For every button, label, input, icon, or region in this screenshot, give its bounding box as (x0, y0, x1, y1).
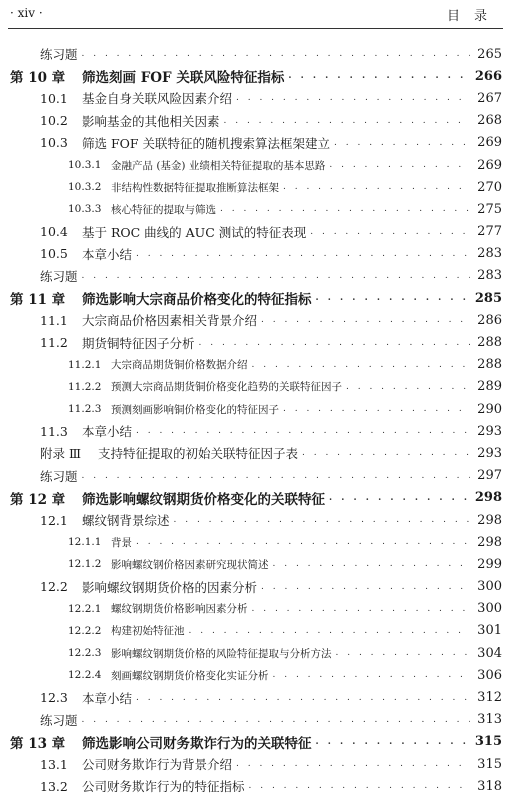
dot-leader (283, 182, 470, 192)
toc-entry-page: 300 (477, 579, 502, 595)
page-number-label: · xiv · (10, 6, 43, 20)
dot-leader (283, 404, 470, 414)
dot-leader (136, 537, 470, 547)
toc-entry-page: 285 (474, 290, 502, 306)
toc-entry-title: 筛选 FOF 关联特征的随机搜索算法框架建立 (82, 135, 331, 151)
page-header (0, 0, 511, 30)
toc-entry-number: 10.4 (40, 224, 68, 240)
toc-entry-page: 297 (477, 468, 502, 484)
toc-entry-title: 练习题 (40, 47, 78, 63)
toc-entry-number: 11.2 (40, 335, 68, 351)
dot-leader (189, 626, 471, 636)
toc-entry-page: 277 (477, 224, 502, 240)
toc-entry-number: 10.3.1 (68, 159, 102, 172)
dot-leader (82, 271, 470, 281)
dot-leader (252, 604, 471, 614)
dot-leader (346, 382, 470, 392)
dot-leader (136, 249, 470, 259)
toc-entry-chapter[interactable] (0, 487, 511, 509)
toc-entry-title: 大宗商品期货铜价格数据介绍 (111, 359, 248, 372)
toc-entry-title: 预测大宗商品期货铜价格变化趋势的关联特征因子 (111, 381, 342, 394)
toc-entry-subsection[interactable] (0, 553, 511, 575)
toc-entry-title: 核心特征的提取与筛选 (111, 203, 216, 216)
toc-entry-title: 本章小结 (82, 424, 133, 440)
toc-entry-number: 第 12 章 (10, 491, 66, 508)
toc-entry-title: 公司财务欺诈行为的特征指标 (82, 779, 245, 795)
toc-entry-title: 筛选刻画 FOF 关联风险特征指标 (82, 70, 285, 87)
dot-leader (336, 648, 471, 658)
toc-entry-number: 10.5 (40, 246, 68, 262)
toc-entry-subsection[interactable] (0, 620, 511, 642)
toc-entry-page: 306 (477, 667, 502, 683)
toc-entry-page: 283 (477, 268, 502, 284)
toc-entry-title: 练习题 (40, 712, 78, 728)
toc-entry-number: 11.2.2 (68, 380, 102, 393)
toc-entry-subsection[interactable] (0, 154, 511, 176)
toc-entry-number: 12.3 (40, 690, 68, 706)
dot-leader (224, 116, 470, 126)
toc-entry-title: 筛选影响大宗商品价格变化的特征指标 (82, 292, 312, 309)
dot-leader (273, 559, 471, 569)
toc-entry-page: 267 (477, 90, 502, 106)
dot-leader (249, 781, 470, 791)
toc-entry-number: 11.1 (40, 312, 68, 328)
toc-entry-subsection[interactable] (0, 531, 511, 553)
toc-entry-title: 本章小结 (82, 246, 133, 262)
toc-entry-number: 10.2 (40, 113, 68, 129)
toc-entry-number: 12.2.3 (68, 647, 102, 660)
dot-leader (236, 759, 470, 769)
toc-entry-page: 318 (477, 778, 502, 794)
toc-entry-exercises[interactable] (0, 43, 511, 65)
toc-entry-title: 影响螺纹钢价格因素研究现状简述 (111, 558, 269, 571)
dot-leader (236, 93, 470, 103)
dot-leader (329, 493, 470, 503)
toc-entry-section[interactable] (0, 110, 511, 132)
toc-entry-number: 11.3 (40, 423, 68, 439)
dot-leader (261, 582, 470, 592)
toc-entry-number: 12.1.1 (68, 536, 102, 549)
toc-entry-number: 11.2.3 (68, 403, 102, 416)
toc-entry-page: 290 (477, 401, 502, 417)
toc-entry-number: 12.1 (40, 512, 68, 528)
dot-leader (310, 227, 470, 237)
toc-entry-chapter[interactable] (0, 287, 511, 309)
table-of-contents (0, 43, 511, 797)
toc-entry-page: 298 (477, 534, 502, 550)
toc-entry-page: 288 (477, 357, 502, 373)
toc-entry-title: 筛选影响螺纹钢期货价格变化的关联特征 (82, 491, 325, 508)
toc-entry-page: 288 (477, 335, 502, 351)
toc-entry-section[interactable] (0, 509, 511, 531)
toc-entry-page: 301 (477, 623, 502, 639)
toc-entry-exercises[interactable] (0, 465, 511, 487)
toc-entry-page: 265 (477, 46, 502, 62)
toc-entry-appendix[interactable] (0, 442, 511, 464)
toc-entry-page: 269 (477, 135, 502, 151)
toc-entry-title: 影响基金的其他相关因素 (82, 113, 220, 129)
toc-entry-page: 270 (477, 179, 502, 195)
toc-entry-page: 298 (474, 490, 502, 506)
toc-entry-title: 支持特征提取的初始关联特征因子表 (98, 446, 299, 462)
toc-entry-title: 公司财务欺诈行为背景介绍 (82, 757, 233, 773)
toc-entry-section[interactable] (0, 775, 511, 797)
toc-entry-section[interactable] (0, 753, 511, 775)
toc-entry-number: 第 10 章 (10, 70, 66, 87)
toc-entry-page: 283 (477, 246, 502, 262)
toc-entry-title: 构建初始特征池 (111, 625, 185, 638)
dot-leader (302, 448, 470, 458)
dot-leader (252, 360, 471, 370)
toc-entry-number: 12.1.2 (68, 558, 102, 571)
toc-entry-title: 基金自身关联风险因素介绍 (82, 91, 233, 107)
dot-leader (220, 204, 470, 214)
toc-entry-page: 315 (474, 734, 502, 750)
toc-entry-title: 练习题 (40, 468, 78, 484)
dot-leader (136, 693, 470, 703)
toc-entry-title: 非结构性数据特征提取推断算法框架 (111, 181, 279, 194)
toc-entry-subsection[interactable] (0, 198, 511, 220)
toc-entry-page: 275 (477, 201, 502, 217)
toc-entry-page: 315 (477, 756, 502, 772)
toc-entry-number: 12.2.1 (68, 602, 102, 615)
dot-leader (82, 49, 470, 59)
toc-entry-section[interactable] (0, 132, 511, 154)
toc-entry-number: 10.1 (40, 90, 68, 106)
toc-entry-page: 312 (477, 690, 502, 706)
dot-leader (334, 138, 470, 148)
toc-entry-subsection[interactable] (0, 176, 511, 198)
toc-entry-section[interactable] (0, 576, 511, 598)
toc-entry-number: 13.2 (40, 778, 68, 794)
toc-entry-number: 12.2 (40, 579, 68, 595)
toc-entry-exercises[interactable] (0, 265, 511, 287)
toc-entry-title: 螺纹钢背景综述 (82, 513, 170, 529)
dot-leader (174, 515, 470, 525)
toc-entry-title: 预测刻画影响铜价格变化的特征因子 (111, 403, 279, 416)
toc-entry-number: 10.3.3 (68, 203, 102, 216)
dot-leader (82, 715, 470, 725)
toc-entry-title: 基于 ROC 曲线的 AUC 测试的特征表现 (82, 224, 307, 240)
toc-entry-subsection[interactable] (0, 598, 511, 620)
toc-entry-page: 268 (477, 113, 502, 129)
toc-entry-section[interactable] (0, 686, 511, 708)
toc-entry-number: 第 13 章 (10, 735, 66, 752)
dot-leader (82, 471, 470, 481)
toc-entry-section[interactable] (0, 309, 511, 331)
toc-entry-number: 13.1 (40, 756, 68, 772)
dot-leader (288, 71, 470, 81)
toc-entry-number: 11.2.1 (68, 358, 102, 371)
toc-entry-page: 313 (477, 712, 502, 728)
dot-leader (316, 293, 471, 303)
dot-leader (316, 737, 471, 747)
dot-leader (273, 670, 471, 680)
toc-entry-number: 10.3.2 (68, 181, 102, 194)
dot-leader (261, 315, 470, 325)
toc-entry-title: 影响螺纹钢期货价格的因素分析 (82, 579, 258, 595)
toc-entry-subsection[interactable] (0, 664, 511, 686)
toc-entry-number: 12.2.4 (68, 669, 102, 682)
toc-entry-page: 298 (477, 512, 502, 528)
toc-entry-title: 筛选影响公司财务欺诈行为的关联特征 (82, 735, 312, 752)
toc-entry-title: 本章小结 (82, 690, 133, 706)
toc-entry-number: 附录 Ⅲ (40, 446, 82, 462)
toc-entry-chapter[interactable] (0, 65, 511, 87)
toc-entry-title: 练习题 (40, 268, 78, 284)
toc-entry-page: 300 (477, 601, 502, 617)
toc-entry-page: 293 (477, 445, 502, 461)
toc-entry-subsection[interactable] (0, 642, 511, 664)
toc-entry-page: 304 (477, 645, 502, 661)
toc-entry-subsection[interactable] (0, 398, 511, 420)
toc-entry-exercises[interactable] (0, 709, 511, 731)
toc-entry-title: 期货铜特征因子分析 (82, 335, 195, 351)
toc-entry-title: 螺纹钢期货价格影响因素分析 (111, 603, 248, 616)
dot-leader (199, 338, 470, 348)
toc-entry-number: 12.2.2 (68, 624, 102, 637)
toc-entry-subsection[interactable] (0, 354, 511, 376)
toc-entry-section[interactable] (0, 420, 511, 442)
toc-entry-page: 266 (474, 68, 502, 84)
toc-entry-title: 大宗商品价格因素相关背景介绍 (82, 313, 258, 329)
toc-entry-page: 289 (477, 379, 502, 395)
toc-entry-title: 刻画螺纹钢期货价格变化实证分析 (111, 669, 269, 682)
toc-entry-title: 金融产品 (基金) 业绩相关特征提取的基本思路 (111, 159, 326, 172)
toc-entry-number: 第 11 章 (10, 292, 66, 309)
header-rule (8, 28, 503, 29)
toc-entry-title: 背景 (111, 536, 132, 549)
section-title: 目录 (446, 9, 501, 24)
toc-entry-number: 10.3 (40, 135, 68, 151)
toc-entry-subsection[interactable] (0, 376, 511, 398)
toc-entry-title: 影响螺纹钢期货价格的风险特征提取与分析方法 (111, 647, 332, 660)
toc-entry-page: 299 (477, 556, 502, 572)
toc-entry-section[interactable] (0, 87, 511, 109)
toc-entry-section[interactable] (0, 331, 511, 353)
toc-entry-chapter[interactable] (0, 731, 511, 753)
dot-leader (136, 426, 470, 436)
toc-entry-page: 269 (477, 157, 502, 173)
toc-entry-section[interactable] (0, 243, 511, 265)
toc-entry-section[interactable] (0, 221, 511, 243)
dot-leader (329, 160, 470, 170)
toc-entry-page: 286 (477, 312, 502, 328)
toc-entry-page: 293 (477, 423, 502, 439)
